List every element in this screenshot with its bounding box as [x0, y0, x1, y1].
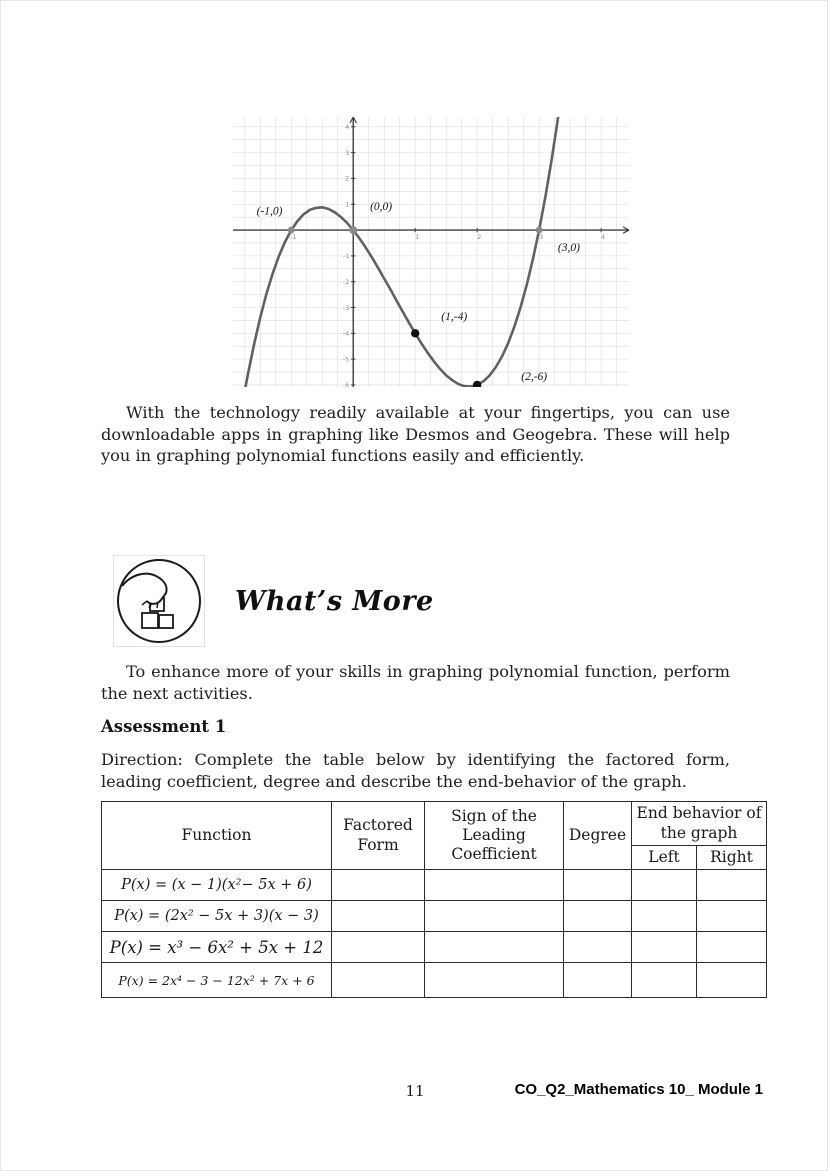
blank-cell: [564, 963, 632, 998]
assessment-table: [101, 801, 767, 998]
graph-point: [473, 381, 481, 387]
polynomial-graph-figure: [233, 117, 629, 387]
whats-more-header: [113, 555, 434, 647]
svg-text:3: 3: [345, 148, 350, 157]
graph-point: [536, 227, 543, 234]
blank-cell: [332, 901, 425, 932]
svg-text:1: 1: [345, 200, 350, 209]
blank-cell: [632, 901, 697, 932]
col-header-sign: Sign of the Leading Coefficient: [425, 802, 564, 870]
direction-paragraph: Direction: Complete the table below by identifying the factored form, leading coefficient, degree and describe the end-behavior of the graph.: [101, 750, 730, 791]
table-row: [102, 932, 767, 963]
assessment-heading: Assessment 1: [101, 717, 227, 736]
blank-cell: [332, 963, 425, 998]
table-row: [102, 963, 767, 998]
svg-text:-2: -2: [342, 277, 350, 286]
blank-cell: [332, 932, 425, 963]
svg-text:4: 4: [345, 123, 350, 132]
function-cell: P(x) = 2x⁴ − 3 − 12x² + 7x + 6: [102, 963, 332, 998]
hand-stacking-blocks-icon: [113, 555, 205, 647]
graph-point: [349, 226, 357, 234]
svg-text:-3: -3: [342, 303, 350, 312]
blank-cell: [697, 963, 767, 998]
blank-cell: [332, 870, 425, 901]
page-number: 11: [405, 1082, 425, 1100]
graph-point-label: (-1,0): [256, 205, 283, 218]
graph-canvas: [233, 117, 629, 387]
function-cell: P(x) = (x − 1)(x²− 5x + 6): [102, 870, 332, 901]
blank-cell: [425, 963, 564, 998]
svg-text:2: 2: [345, 174, 350, 183]
col-header-degree: Degree: [564, 802, 632, 870]
blank-cell: [632, 963, 697, 998]
body-paragraph: To enhance more of your skills in graphing polynomial function, perform the next activities.: [101, 662, 730, 703]
svg-text:2: 2: [477, 233, 482, 242]
graph-point-label: (3,0): [557, 241, 580, 254]
function-cell: P(x) = x³ − 6x² + 5x + 12: [102, 932, 332, 963]
svg-text:-6: -6: [342, 381, 350, 387]
graph-point-label: (2,-6): [521, 371, 548, 384]
blank-cell: [697, 901, 767, 932]
blank-cell: [697, 932, 767, 963]
blank-cell: [564, 870, 632, 901]
table-row: [102, 870, 767, 901]
footer-module-title: CO_Q2_Mathematics 10_ Module 1: [514, 1081, 763, 1098]
table-row: [102, 901, 767, 932]
blank-cell: [632, 932, 697, 963]
col-header-factored-form: Factored Form: [332, 802, 425, 870]
graph-point-label: (0,0): [370, 200, 393, 213]
col-header-end-behavior: End behavior of the graph: [632, 802, 767, 846]
blank-cell: [425, 870, 564, 901]
svg-text:3: 3: [539, 233, 544, 242]
graph-point: [411, 329, 419, 337]
svg-text:-5: -5: [342, 355, 350, 364]
col-header-right: Right: [697, 846, 767, 870]
col-header-function: Function: [102, 802, 332, 870]
col-header-left: Left: [632, 846, 697, 870]
svg-text:-4: -4: [342, 329, 350, 338]
blank-cell: [697, 870, 767, 901]
blank-cell: [564, 932, 632, 963]
svg-text:-1: -1: [342, 252, 350, 261]
blank-cell: [564, 901, 632, 932]
blank-cell: [425, 932, 564, 963]
graph-point: [288, 227, 295, 234]
blank-cell: [632, 870, 697, 901]
function-cell: P(x) = (2x² − 5x + 3)(x − 3): [102, 901, 332, 932]
svg-text:-1: -1: [290, 233, 297, 242]
graph-point-label: (1,-4): [441, 311, 468, 324]
svg-text:4: 4: [601, 233, 606, 242]
section-title: What’s More: [235, 585, 434, 617]
intro-paragraph: With the technology readily available at your fingertips, you can use downloadable apps in graphing like Desmos and Geogebra. These will help you in graphing polynomial functions easily and efficiently.: [101, 403, 730, 466]
svg-text:1: 1: [415, 233, 420, 242]
blank-cell: [425, 901, 564, 932]
